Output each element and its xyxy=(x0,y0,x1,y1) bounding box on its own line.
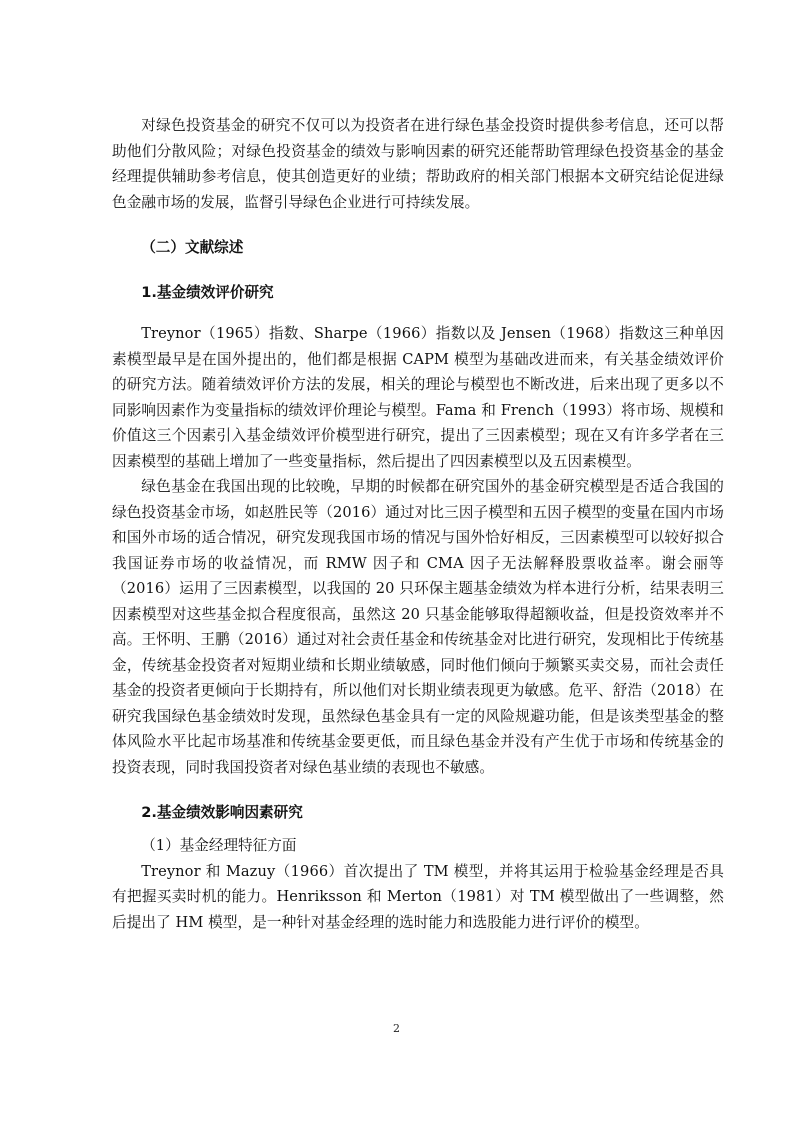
page-body xyxy=(112,113,724,935)
subheading-performance-factors: 2.基金绩效影响因素研究 xyxy=(141,804,303,821)
paragraph-tm-hm-models: Treynor 和 Mazuy（1966）首次提出了 TM 模型，并将其运用于检验基金经理是否具有把握买卖时机的能力。Henriksson 和 Merton（1981）对 TM 模型做出了一些调整，然后提出了 HM 模型，是一种针对基金经理的选时能力和选股能力进行评价的模型。 xyxy=(112,862,724,931)
subheading-manager-characteristics: （1）基金经理特征方面 xyxy=(141,837,297,854)
paragraph-research-significance: 对绿色投资基金的研究不仅可以为投资者在进行绿色基金投资时提供参考信息，还可以帮助他们分散风险；对绿色投资基金的绩效与影响因素的研究还能帮助管理绿色投资基金的基金经理提供辅助参考信息，使其创造更好的业绩；帮助政府的相关部门根据本文研究结论促进绿色金融市场的发展，监督引导绿色企业进行可持续发展。 xyxy=(112,117,724,211)
subheading-fund-performance-evaluation: 1.基金绩效评价研究 xyxy=(141,284,274,301)
paragraph-factor-models: Treynor（1965）指数、Sharpe（1966）指数以及 Jensen（1968）指数这三种单因素模型最早是在国外提出的，他们都是根据 CAPM 模型为基础改进而来，有关基金绩效评价的研究方法。随着绩效评价方法的发展，相关的理论与模型也不断改进，后来出现了更多以不同影响因素作为变量指标的绩效评价理论与模型。Fama 和 French（1993）将市场、规模和价值这三个因素引入基金绩效评价模型进行研究，提出了三因素模型；现在又有许多学者在三因素模型的基础上增加了一些变量指标，然后提出了四因素模型以及五因素模型。 xyxy=(112,325,724,470)
paragraph-green-fund-china: 绿色基金在我国出现的比较晚，早期的时候都在研究国外的基金研究模型是否适合我国的绿色投资基金市场，如赵胜民等（2016）通过对比三因子模型和五因子模型的变量在国内市场和国外市场的适合情况，研究发现我国市场的情况与国外恰好相反，三因素模型可以较好拟合我国证券市场的收益情况，而 RMW 因子和 CMA 因子无法解释股票收益率。谢会丽等（2016）运用了三因素模型，以我国的 20 只环保主题基金绩效为样本进行分析，结果表明三因素模型对这些基金拟合程度很高，虽然这 20 只基金能够取得超额收益，但是投资效率并不高。王怀明、王鹏（2016）通过对社会责任基金和传统基金对比进行研究，发现相比于传统基金，传统基金投资者对短期业绩和长期业绩敏感，同时他们倾向于频繁买卖交易，而社会责任基金的投资者更倾向于长期持有，所以他们对长期业绩表现更为敏感。危平、舒浩（2018）在研究我国绿色基金绩效时发现，虽然绿色基金具有一定的风险规避功能，但是该类型基金的整体风险水平比起市场基准和传统基金要更低，而且绿色基金并没有产生优于市场和传统基金的投资表现，同时我国投资者对绿色基业绩的表现也不敏感。 xyxy=(112,478,724,776)
section-heading-literature-review: （二）文献综述 xyxy=(141,239,244,256)
page-number: 2 xyxy=(393,1022,400,1035)
